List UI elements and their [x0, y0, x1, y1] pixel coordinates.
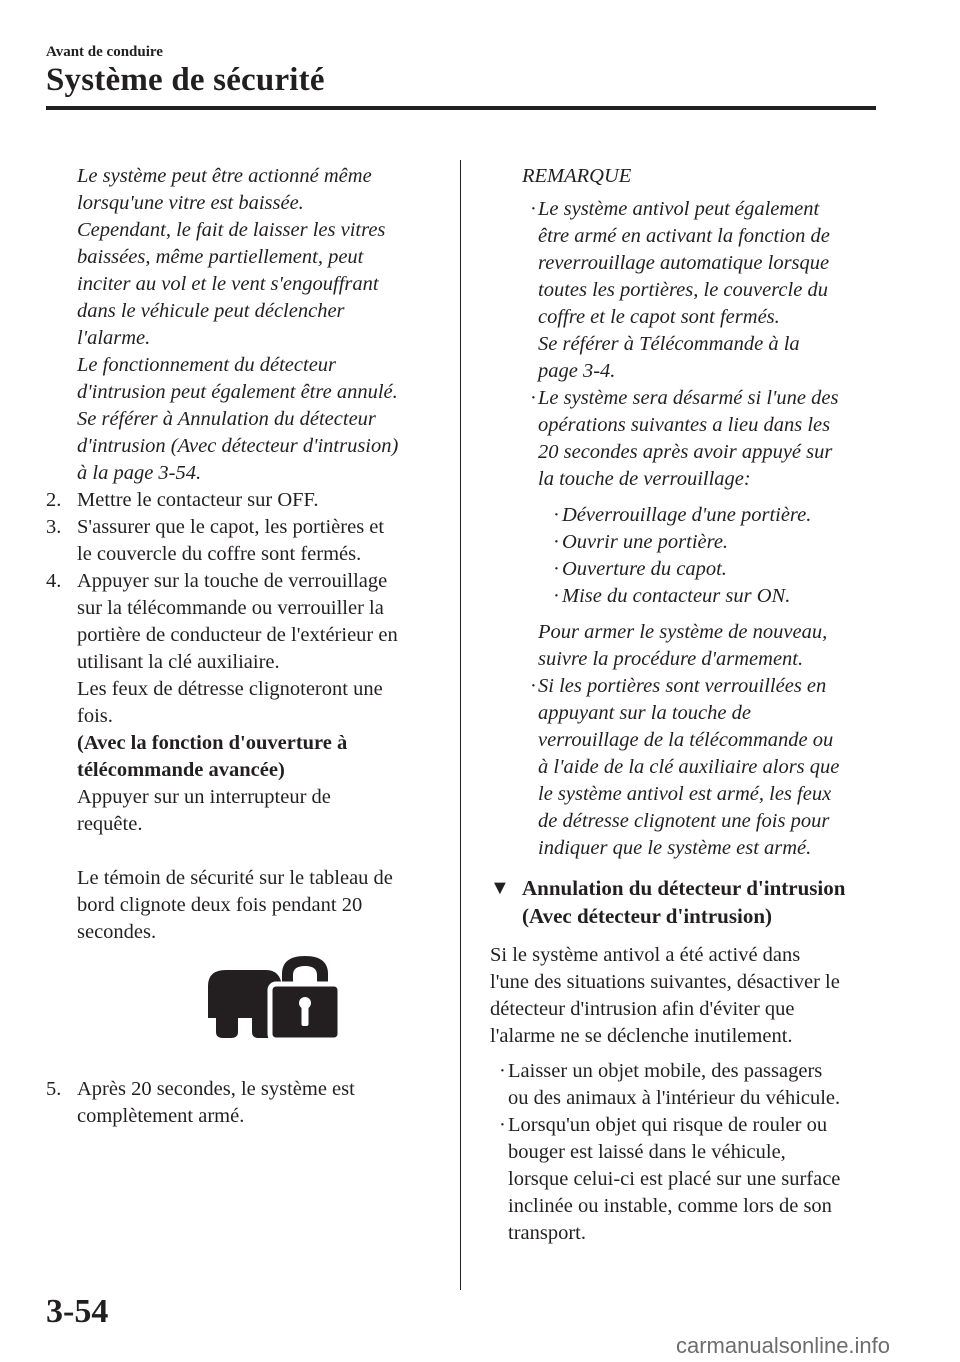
text-line: détecteur d'intrusion afin d'éviter que [490, 998, 795, 1020]
note-bullet [490, 673, 880, 862]
bold-condition: (Avec la fonction d'ouverture à [77, 732, 348, 754]
text-line: Mettre le contacteur sur OFF. [77, 489, 319, 511]
text-line: sur la télécommande ou verrouiller la [77, 597, 384, 619]
text-line: 20 secondes après avoir appuyé sur [538, 441, 833, 463]
step-4 [46, 568, 446, 946]
bullet-dot: · [553, 558, 560, 580]
text-line: S'assurer que le capot, les portières et [77, 516, 385, 538]
spacer [490, 610, 880, 619]
text-line: ou des animaux à l'intérieur du véhicule. [508, 1087, 841, 1109]
text-line: l'alarme ne se déclenche inutilement. [490, 1025, 793, 1047]
text-line: bouger est laissé dans le véhicule, [508, 1141, 786, 1163]
text-line: d'intrusion (Avec détecteur d'intrusion) [77, 435, 399, 457]
note-title: REMARQUE [522, 165, 632, 187]
text-line: coffre et le capot sont fermés. [538, 306, 780, 328]
spacer [490, 493, 880, 502]
watermark: carmanualsonline.info [676, 1333, 891, 1358]
text-line: être armé en activant la fonction de [538, 225, 830, 247]
text-line: opérations suivantes a lieu dans les [538, 414, 831, 436]
bullet-dot: · [553, 585, 560, 607]
bullet-dot: · [530, 675, 537, 697]
text-line: inclinée ou instable, comme lors de son [508, 1195, 832, 1217]
continued-italic-note [46, 163, 446, 487]
text-line: Lorsqu'un objet qui risque de rouler ou [508, 1114, 828, 1136]
step-5 [46, 1076, 446, 1130]
text-line: Le système antivol peut également [538, 198, 820, 220]
text-line: Après 20 secondes, le système est [77, 1078, 355, 1100]
text-line: Appuyer sur la touche de verrouillage [77, 570, 388, 592]
text-line: Cependant, le fait de laisser les vitres [77, 219, 386, 241]
section-body [490, 942, 880, 1050]
text-line: Le système sera désarmé si l'une des [538, 387, 839, 409]
bullet-dot: · [530, 198, 537, 220]
text-line: lorsqu'une vitre est baissée. [77, 192, 304, 214]
text-line: requête. [77, 813, 143, 835]
text-line: utilisant la clé auxiliaire. [77, 651, 280, 673]
text-line: complètement armé. [77, 1105, 245, 1127]
text-line: Les feux de détresse clignoteront une [77, 678, 383, 700]
text-line: toutes les portières, le couvercle du [538, 279, 828, 301]
bullet-dot: · [553, 504, 560, 526]
bullet-dot: · [499, 1060, 506, 1082]
section-bullet [490, 1058, 880, 1112]
text-line: Laisser un objet mobile, des passagers [508, 1060, 823, 1082]
spacer [490, 1050, 880, 1058]
text-line: Le système peut être actionné même [77, 165, 372, 187]
security-indicator-figure [46, 946, 446, 1076]
text-line: la touche de verrouillage: [538, 468, 751, 490]
text-line: Déverrouillage d'une portière. [562, 504, 812, 526]
text-line: Se référer à Annulation du détecteur [77, 408, 376, 430]
text-line: lorsque celui-ci est placé sur une surface [508, 1168, 841, 1190]
step-number: 3. [46, 516, 62, 538]
triangle-icon: ▼ [490, 877, 510, 899]
text-line: indiquer que le système est armé. [538, 837, 812, 859]
bullet-dot: · [499, 1114, 506, 1136]
sub-bullet [490, 556, 880, 583]
step-2 [46, 487, 446, 514]
section-heading [490, 874, 880, 930]
spacer [77, 838, 446, 865]
step-number: 4. [46, 570, 62, 592]
text-line: l'alarme. [77, 327, 151, 349]
column-divider [460, 160, 461, 1290]
sub-bullet [490, 583, 880, 610]
text-line: à l'aide de la clé auxiliaire alors que [538, 756, 840, 778]
text-line: d'intrusion peut également être annulé. [77, 381, 398, 403]
bullet-dot: · [530, 387, 537, 409]
section-bullet [490, 1112, 880, 1247]
bold-condition: télécommande avancée) [77, 759, 285, 781]
text-line: l'une des situations suivantes, désactiver le [490, 971, 840, 993]
text-line: Ouvrir une portière. [562, 531, 729, 553]
text-line: Pour armer le système de nouveau, [538, 621, 828, 643]
text-line: Mise du contacteur sur ON. [562, 585, 791, 607]
text-line: le couvercle du coffre sont fermés. [77, 543, 362, 565]
spacer [490, 930, 880, 942]
text-line: portière de conducteur de l'extérieur en [77, 624, 398, 646]
note-bullet [490, 385, 880, 493]
heading-line: (Avec détecteur d'intrusion) [522, 904, 773, 928]
text-line: Ouverture du capot. [562, 558, 727, 580]
step-number: 5. [46, 1078, 62, 1100]
header-divider [46, 106, 876, 110]
page-title: Système de sécurité [46, 62, 325, 98]
text-line: appuyant sur la touche de [538, 702, 751, 724]
right-column [490, 163, 880, 1247]
sub-bullet [490, 502, 880, 529]
text-line: fois. [77, 705, 113, 727]
rearm-note [490, 619, 880, 673]
bullet-dot: · [553, 531, 560, 553]
left-column [46, 163, 446, 1130]
text-line: dans le véhicule peut déclencher [77, 300, 345, 322]
text-line: verrouillage de la télécommande ou [538, 729, 834, 751]
text-line: page 3-4. [538, 360, 616, 382]
text-line: Le fonctionnement du détecteur [77, 354, 337, 376]
text-line: à la page 3-54. [77, 462, 202, 484]
text-line: Si le système antivol a été activé dans [490, 944, 801, 966]
heading-line: Annulation du détecteur d'intrusion [522, 876, 846, 900]
note-bullet [490, 196, 880, 385]
text-line: Si les portières sont verrouillées en [538, 675, 827, 697]
step-number: 2. [46, 489, 62, 511]
text-line: bord clignote deux fois pendant 20 [77, 894, 363, 916]
text-line: secondes. [77, 921, 157, 943]
text-line: transport. [508, 1222, 586, 1244]
section-kicker: Avant de conduire [46, 44, 163, 60]
text-line: Le témoin de sécurité sur le tableau de [77, 867, 393, 889]
text-line: Se référer à Télécommande à la [538, 333, 800, 355]
text-line: baissées, même partiellement, peut [77, 246, 364, 268]
text-line: le système antivol est armé, les feux [538, 783, 832, 805]
text-line: inciter au vol et le vent s'engouffrant [77, 273, 379, 295]
page-number: 3-54 [46, 1293, 109, 1330]
text-line: reverrouillage automatique lorsque [538, 252, 830, 274]
text-line: de détresse clignotent une fois pour [538, 810, 830, 832]
security-indicator-icon [204, 948, 344, 1048]
sub-bullet [490, 529, 880, 556]
text-line: Appuyer sur un interrupteur de [77, 786, 331, 808]
step-3 [46, 514, 446, 568]
text-line: suivre la procédure d'armement. [538, 648, 804, 670]
